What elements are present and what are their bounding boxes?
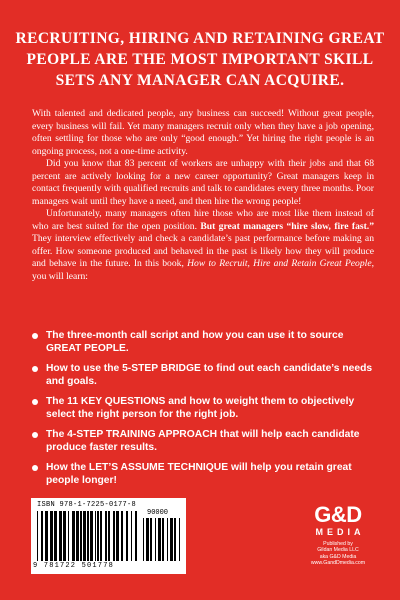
barcode-bar — [126, 511, 128, 561]
bullet-dot-icon — [32, 366, 38, 372]
publisher-logo-media: MEDIA — [315, 527, 365, 537]
publisher-line: Gildan Media LLC — [317, 547, 359, 554]
barcode-bar — [155, 518, 156, 561]
barcode-bar — [116, 511, 119, 561]
bullet-dot-icon — [32, 399, 38, 405]
barcode-bar — [146, 518, 149, 561]
barcode-bar — [121, 511, 123, 561]
bullet-item — [32, 363, 377, 388]
bullet-text: The three-month call script and how you can use it to source GREAT PEOPLE. — [46, 330, 344, 354]
barcode-bar — [150, 518, 152, 561]
bullet-text: The 11 KEY QUESTIONS and how to weight them to objectively select the right person for the right job. — [46, 396, 355, 420]
barcode-bar — [179, 518, 180, 561]
barcode-bar — [143, 518, 144, 561]
bullet-dot-icon — [32, 432, 38, 438]
barcode-bar — [174, 518, 176, 561]
barcode-bar — [167, 518, 168, 561]
addon-barcode-bars-icon — [143, 518, 181, 561]
barcode-bar — [63, 511, 66, 561]
isbn-number: ISBN 978-1-7225-0177-8 — [37, 501, 137, 509]
publisher-logo: G&D — [314, 502, 362, 527]
bullet-text: How the LET’S ASSUME TECHNIQUE will help you retain great people longer! — [46, 462, 352, 486]
paragraph-3-end: , you will learn: — [32, 258, 374, 282]
description-text — [32, 108, 374, 283]
bullet-text: How to use the 5-STEP BRIDGE to find out each candidate’s needs and goals. — [46, 363, 373, 387]
barcode-bar — [97, 511, 99, 561]
paragraph-3-emphasis: But great managers “hire slow, fire fast.” — [200, 220, 374, 232]
publisher-line: aka G&D Media — [319, 553, 357, 560]
barcode-bar — [131, 511, 132, 561]
bullet-item — [32, 462, 377, 487]
barcode-bar — [41, 511, 43, 561]
barcode-bar — [135, 511, 137, 561]
barcode-bar — [170, 518, 173, 561]
barcode-bar — [95, 511, 96, 561]
barcode-bar — [158, 518, 161, 561]
barcode-bar — [83, 511, 86, 561]
barcode-bar — [59, 511, 62, 561]
bullet-dot-icon — [32, 333, 38, 339]
bullet-item — [32, 396, 377, 421]
barcode-bar — [54, 511, 57, 561]
barcode-bar — [162, 518, 164, 561]
barcode-bar — [80, 511, 82, 561]
barcode-bar — [90, 511, 93, 561]
bullet-dot-icon — [32, 465, 38, 471]
bullet-text: The 4-STEP TRAINING APPROACH that will help each candidate produce faster results. — [46, 429, 360, 453]
publisher-line: www.GandDmedia.com — [310, 560, 366, 567]
paragraph-3-start: Unfortunately, many managers often hire those who are most like them instead of who are best suited for the open position. — [32, 208, 374, 232]
publisher-info — [302, 541, 374, 567]
price-code: 90000 — [147, 509, 169, 517]
paragraph-3-middle: They interview effectively and check a candidate’s past performance before making an offer. How someone produced and behaved in the past is likely how they will produce and behave in the future. In this book, — [32, 233, 374, 269]
learning-points-list — [32, 330, 377, 495]
bullet-item — [32, 330, 377, 355]
barcode-bar — [68, 511, 69, 561]
barcode-bar — [87, 511, 89, 561]
barcode-bar — [37, 511, 38, 561]
publisher-line: Published by — [323, 541, 353, 547]
paragraph-2: Did you know that 83 percent of workers are unhappy with their jobs and that 68 percent are actively looking for a new career opportunity? Great managers keep in contact frequently with qualified recruits and talk to candidates every three months. Poor managers wait until they have a need, and then hire the wrong people! — [32, 158, 374, 207]
barcode-bars-icon — [37, 511, 139, 561]
barcode-bar — [105, 511, 107, 561]
barcode-bar — [76, 511, 79, 561]
barcode-bar — [72, 511, 75, 561]
barcode-bar — [108, 511, 110, 561]
barcode-bar — [50, 511, 53, 561]
barcode-bar — [45, 511, 48, 561]
paragraph-3 — [32, 208, 374, 283]
isbn-barcode — [31, 498, 186, 574]
publisher-block — [302, 504, 374, 567]
barcode-bar — [113, 511, 115, 561]
barcode-digits: 9 781722 501778 — [33, 562, 115, 570]
book-title-inline: How to Recruit, Hire and Retain Great People — [187, 258, 372, 269]
headline: RECRUITING, HIRING AND RETAINING GREAT PEOPLE ARE THE MOST IMPORTANT SKILL SETS ANY MANAGER CAN ACQUIRE. — [15, 30, 385, 89]
paragraph-1: With talented and dedicated people, any business can succeed! Without great people, every business will fail. Yet many managers recruit only when they have a job opening, often settling for those who are only “good enough.” Yet hiring the right people is an ongoing process, not a one-time activity. — [32, 108, 374, 157]
barcode-bar — [100, 511, 102, 561]
bullet-item — [32, 429, 377, 454]
